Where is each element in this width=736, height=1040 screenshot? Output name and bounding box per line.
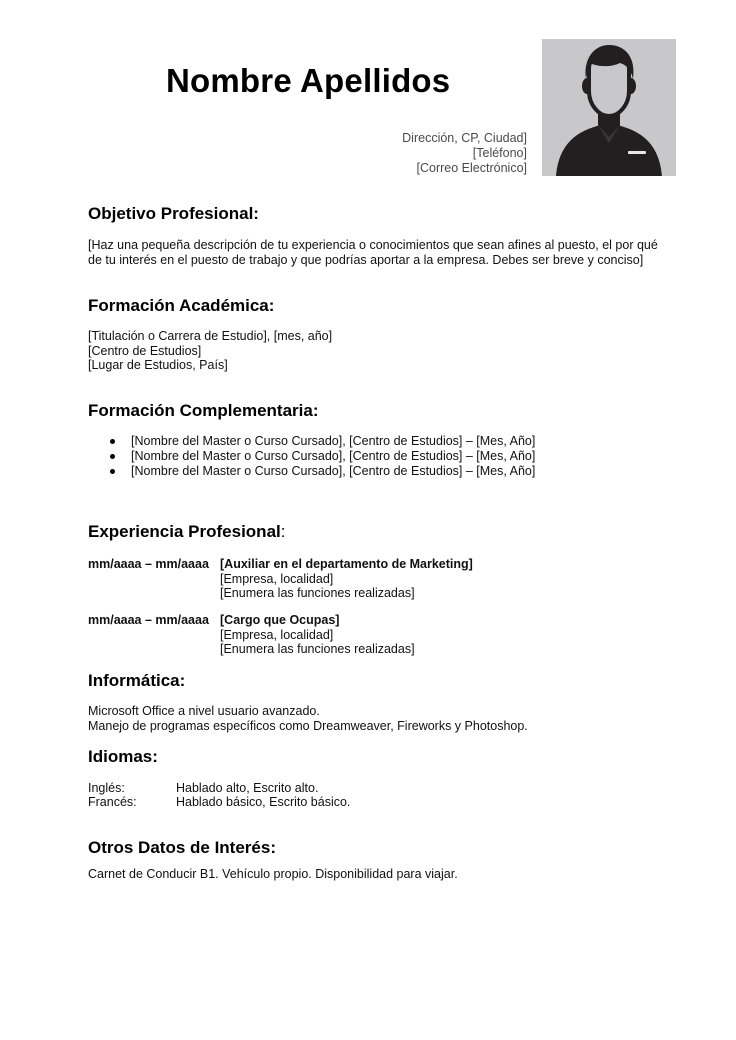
language-name: Inglés: xyxy=(88,781,125,795)
contact-block xyxy=(402,131,527,176)
contact-phone: [Teléfono] xyxy=(472,146,527,160)
informatica-details xyxy=(88,704,528,733)
language-name: Francés: xyxy=(88,795,137,809)
informatica-line: Manejo de programas específicos como Dreamweaver, Fireworks y Photoshop. xyxy=(88,718,528,733)
objetivo-description xyxy=(88,238,658,267)
experiencia-title-text: Experiencia Profesional xyxy=(88,522,281,541)
profile-photo-placeholder xyxy=(542,39,676,176)
job-tasks: [Enumera las funciones realizadas] xyxy=(220,642,415,656)
section-title-formacion: Formación Académica: xyxy=(88,296,275,315)
section-title-informatica: Informática: xyxy=(88,671,186,690)
job-role: [Auxiliar en el departamento de Marketing] xyxy=(220,557,473,571)
section-title-idiomas: Idiomas: xyxy=(88,747,158,766)
person-silhouette-icon xyxy=(542,39,676,176)
job-role: [Cargo que Ocupas] xyxy=(220,613,340,627)
list-item: [Nombre del Master o Curso Cursado], [Centro de Estudios] – [Mes, Año] xyxy=(108,464,535,479)
job-company: [Empresa, localidad] xyxy=(220,627,334,642)
section-title-objetivo: Objetivo Profesional: xyxy=(88,204,259,223)
objetivo-line: de tu interés en el puesto de trabajo y que podrías aportar a la empresa. Debes ser breve y conciso] xyxy=(88,252,644,267)
candidate-name: Nombre Apellidos xyxy=(166,62,451,99)
language-level: Hablado básico, Escrito básico. xyxy=(176,795,351,809)
experiencia-title-colon: : xyxy=(280,522,286,541)
contact-email: [Correo Electrónico] xyxy=(416,161,527,175)
section-title-complementaria: Formación Complementaria: xyxy=(88,401,319,420)
job-detail xyxy=(220,557,473,601)
section-title-experiencia xyxy=(88,522,285,542)
objetivo-line: [Haz una pequeña descripción de tu experiencia o conocimientos que sean afines al puesto, el por qué xyxy=(88,238,658,252)
section-title-otros: Otros Datos de Interés: xyxy=(88,838,276,857)
otros-details: Carnet de Conducir B1. Vehículo propio. Disponibilidad para viajar. xyxy=(88,867,458,881)
list-item: [Nombre del Master o Curso Cursado], [Centro de Estudios] – [Mes, Año] xyxy=(108,449,535,464)
complementaria-list xyxy=(108,434,535,479)
job-detail xyxy=(220,613,415,657)
formacion-line: [Lugar de Estudios, País] xyxy=(88,358,228,372)
list-item: [Nombre del Master o Curso Cursado], [Centro de Estudios] – [Mes, Año] xyxy=(108,434,535,449)
contact-address: Dirección, CP, Ciudad] xyxy=(402,131,527,145)
job-tasks: [Enumera las funciones realizadas] xyxy=(220,586,415,600)
formacion-line: [Titulación o Carrera de Estudio], [mes, año] xyxy=(88,329,333,343)
job-dates: mm/aaaa – mm/aaaa xyxy=(88,613,209,627)
formacion-details xyxy=(88,329,332,373)
informatica-line: Microsoft Office a nivel usuario avanzado. xyxy=(88,704,320,718)
job-dates: mm/aaaa – mm/aaaa xyxy=(88,557,209,571)
language-level: Hablado alto, Escrito alto. xyxy=(176,781,319,795)
formacion-line: [Centro de Estudios] xyxy=(88,343,202,358)
job-company: [Empresa, localidad] xyxy=(220,571,334,586)
